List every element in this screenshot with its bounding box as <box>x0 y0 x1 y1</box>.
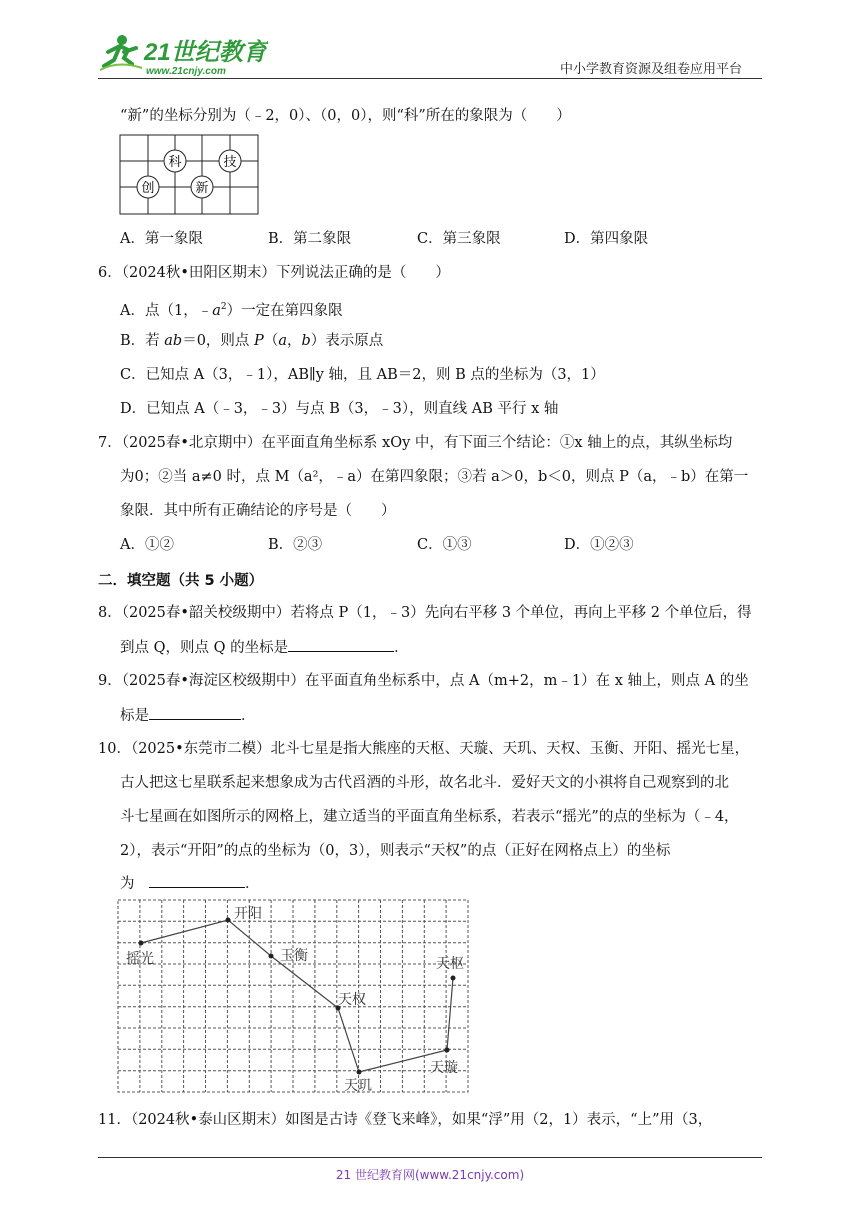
star-tianji <box>357 1070 362 1075</box>
q10-line-4: 2），表示“开阳”的点的坐标为（0，3），则表示“天权”的点（正好在网格点上）的坐标 <box>120 843 671 859</box>
svg-text:科: 科 <box>168 155 182 170</box>
logo-text: 21世纪教育 <box>144 39 267 66</box>
q6-option-a[interactable]: A．点（1，$﹣a^2$）一定在第四象限 <box>120 302 343 319</box>
q6-option-d[interactable]: D．已知点 A（﹣3，﹣3）与点 B（3，﹣3），则直线 AB 平行 x 轴 <box>120 401 559 417</box>
star-yuheng <box>269 954 274 959</box>
footer-site[interactable]: 21 世纪教育网(www.21cnjy.com) <box>335 1168 525 1182</box>
q11-line-1: 11．（2024秋•泰山区期末）如图是古诗《登飞来峰》，如果“浮”用（2，1）表示，“上”用（3， <box>98 1112 713 1128</box>
label-tianshu: 天枢 <box>436 956 464 972</box>
label-kaiyang: 开阳 <box>234 906 262 922</box>
q7-option-d[interactable]: D．①②③ <box>564 537 634 553</box>
svg-text:创: 创 <box>141 181 155 196</box>
q7-option-c[interactable]: C．①③ <box>417 537 472 553</box>
label-tianji: 天玑 <box>344 1078 372 1094</box>
star-tianshu <box>451 976 456 981</box>
label-yaoguang: 摇光 <box>126 951 154 967</box>
q5-chess-grid <box>119 134 261 220</box>
logo-url: www.21cnjy.com <box>146 66 226 77</box>
q7-option-a[interactable]: A．①② <box>120 537 174 553</box>
q7-line-1: 7．（2025春•北京期中）在平面直角坐标系 xOy 中，有下面三个结论：①x 轴上的点，其纵坐标均 <box>98 435 733 451</box>
star-kaiyang <box>226 918 231 923</box>
label-tianquan: 天权 <box>338 992 366 1008</box>
label-yuheng: 玉衡 <box>280 948 308 964</box>
q5-option-b[interactable]: B．第二象限 <box>268 231 352 247</box>
q10-line-1: 10．（2025•东莞市二模）北斗七星是指大熊座的天枢、天璇、天玑、天权、玉衡、开阳、摇光七星， <box>98 741 750 757</box>
svg-text:新: 新 <box>195 181 209 196</box>
piece-ji <box>219 150 241 172</box>
q10-answer-blank[interactable] <box>149 873 245 888</box>
header-divider <box>98 78 762 79</box>
svg-text:技: 技 <box>223 155 237 170</box>
piece-xin <box>191 176 213 198</box>
q5-option-d[interactable]: D．第四象限 <box>564 231 649 247</box>
section-title-fill-blank: 二．填空题（共 5 小题） <box>98 573 264 589</box>
q9-line-2: 标是 ． <box>120 705 256 726</box>
q5-option-a[interactable]: A．第一象限 <box>120 231 203 247</box>
q10-line-2: 古人把这七星联系起来想象成为古代舀酒的斗形，故名北斗．爱好天文的小祺将自己观察到的北 <box>120 775 729 791</box>
q9-line-1: 9．（2025春•海淀区校级期中）在平面直角坐标系中，点 A（m+2，m﹣1）在 x 轴上，则点 A 的坐 <box>98 673 749 689</box>
big-dipper-figure <box>116 898 472 1100</box>
footer-divider <box>98 1157 762 1158</box>
runner-logo-icon <box>100 35 142 70</box>
q8-line-1: 8．（2025春•韶关校级期中）若将点 P（1，﹣3）先向右平移 3 个单位，再向上平移 2 个单位后，得 <box>98 605 752 621</box>
q6-stem: 6．（2024秋•田阳区期末）下列说法正确的是（ ） <box>98 265 450 281</box>
q7-option-b[interactable]: B．②③ <box>268 537 323 553</box>
q7-line-3: 象限．其中所有正确结论的序号是（ ） <box>120 503 396 519</box>
q9-answer-blank[interactable] <box>149 705 241 720</box>
q8-answer-blank[interactable] <box>288 637 394 652</box>
q5-option-c[interactable]: C．第三象限 <box>417 231 501 247</box>
q10-line-3: 斗七星画在如图所示的网格上，建立适当的平面直角坐标系，若表示“摇光”的点的坐标为（﹣4， <box>120 809 739 825</box>
q5-line: “新”的坐标分别为（﹣2，0）、（0，0），则“科”所在的象限为（ ） <box>120 108 571 124</box>
q6-option-b[interactable]: B．若 ab＝0，则点 P（a，b）表示原点 <box>120 333 384 349</box>
q8-line-2: 到点 Q，则点 Q 的坐标是 ． <box>120 637 409 658</box>
q6-option-c[interactable]: C．已知点 A（3，﹣1），AB∥y 轴，且 AB＝2，则 B 点的坐标为（3，1） <box>120 367 605 383</box>
q7-line-2: 为0；②当 a≠0 时，点 M（a²，﹣a）在第四象限；③若 a＞0，b＜0，则点 P（a，﹣b）在第一 <box>120 469 749 485</box>
piece-chuang <box>137 176 159 198</box>
label-tianxuan: 天璇 <box>430 1060 458 1076</box>
q10-line-5: 为 ． <box>120 873 260 894</box>
piece-ke <box>164 150 186 172</box>
star-yaoguang <box>139 941 144 946</box>
star-tianxuan <box>445 1048 450 1053</box>
site-logo <box>98 30 268 80</box>
platform-name: 中小学教育资源及组卷应用平台 <box>560 62 743 77</box>
